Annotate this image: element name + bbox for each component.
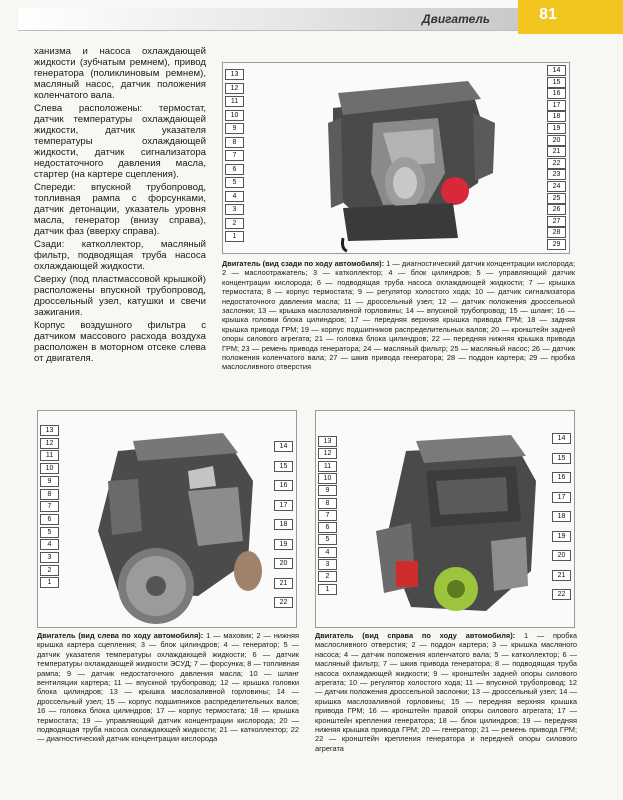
callout-bottom_right-right-21: 21 [552,570,571,581]
callout-top-left-5: 5 [225,177,244,188]
callout-bottom_left-left-8: 8 [40,489,59,500]
body-text [34,46,206,366]
paragraph-1: ханизма и насоса охлаждающей жидкости (зубчатым ремнем), привод генератора (поликлиновым ремнем), масляный насос, датчик положения коленчатого вала. [34,46,206,101]
callout-bottom_right-left-9: 9 [318,485,337,496]
callout-top-right-26: 26 [547,204,566,215]
callout-top-right-28: 28 [547,227,566,238]
callout-top-right-20: 20 [547,135,566,146]
callout-bottom_left-right-18: 18 [274,519,293,530]
callout-bottom_right-left-5: 5 [318,534,337,545]
callout-bottom_left-left-11: 11 [40,450,59,461]
callout-bottom_left-left-10: 10 [40,463,59,474]
callout-bottom_left-right-20: 20 [274,558,293,569]
callout-bottom_left-left-5: 5 [40,527,59,538]
paragraph-3: Спереди: впускной трубопровод, топливная рампа с форсунками, датчик детонации, указатель уровня масла, генератор (внизу справа), датчик фаз (вверху справа). [34,182,206,237]
callout-bottom_left-right-17: 17 [274,500,293,511]
callout-top-right-14: 14 [547,65,566,76]
callout-top-right-23: 23 [547,169,566,180]
callout-top-right-22: 22 [547,158,566,169]
callout-top-right-15: 15 [547,77,566,88]
caption-top-text: 1 — диагностический датчик концентрации кислорода; 2 — маслоотражатель; 3 — катколлектор; 4 — блок цилиндров; 5 — управляющий датчик концентрации кислорода; 6 — подводящая труба насоса охлаждающей жидкости; 7 — крышка термостата; 8 — корпус термостата; 9 — регулятор холостого хода; 10 — датчик сигнализатора недостаточного давления масла; 11 — дроссельный узел; 12 — датчик положения дроссельной заслонки; 13 — крышка маслозаливной горловины; 14 — впускной трубопровод; 15 — шланг; 16 — крышка головки блока цилиндров; 17 — передняя верхняя крышка привода ГРМ; 18 — задняя крышка привода ГРМ; 19 — корпус подшипников распределительных валов; 20 — кронштейн задней опоры силового агрегата; 21 — головка блока цилиндров; 22 — передняя нижняя крышка привода ГРМ; 23 — ремень привода генератора; 24 — масляный фильтр; 25 — масляный насос; 26 — датчик положения коленчатого вала; 27 — шкив привода генератора; 28 — поддон картера; 29 — пробка маслосливного отверстия [222,259,575,372]
section-title: Двигатель [421,12,490,26]
callout-bottom_right-left-11: 11 [318,461,337,472]
callout-bottom_right-left-10: 10 [318,473,337,484]
callout-top-right-25: 25 [547,193,566,204]
callout-bottom_left-left-9: 9 [40,476,59,487]
callout-bottom_left-right-15: 15 [274,461,293,472]
callout-bottom_left-left-7: 7 [40,501,59,512]
callout-bottom_right-left-6: 6 [318,522,337,533]
callout-top-right-29: 29 [547,239,566,250]
callout-top-left-2: 2 [225,218,244,229]
paragraph-4: Сзади: катколлектор, масляный фильтр, подводящая труба насоса охлаждающей жидкости. [34,239,206,272]
callout-bottom_left-left-1: 1 [40,577,59,588]
callout-top-right-18: 18 [547,111,566,122]
paragraph-6: Корпус воздушного фильтра с датчиком массового расхода воздуха расположен в моторном отсеке слева от двигателя. [34,320,206,364]
callout-top-left-8: 8 [225,137,244,148]
callout-bottom_left-right-21: 21 [274,578,293,589]
callout-top-left-6: 6 [225,164,244,175]
paragraph-2: Слева расположены: термостат, датчик температуры охлаждающей жидкости, датчик указателя температуры охлаждающей жидкости, датчик сигнализатора недостаточного давления масла, стартер (на картере сцепления). [34,103,206,180]
callout-bottom_right-right-18: 18 [552,511,571,522]
callout-bottom_right-left-2: 2 [318,571,337,582]
callout-top-right-27: 27 [547,216,566,227]
caption-top [222,259,575,372]
callout-bottom_right-right-17: 17 [552,492,571,503]
callout-top-left-12: 12 [225,83,244,94]
callout-bottom_right-left-1: 1 [318,584,337,595]
callout-bottom_right-right-19: 19 [552,531,571,542]
caption-bl-title: Двигатель (вид слева по ходу автомобиля): [37,631,204,640]
callout-top-left-4: 4 [225,191,244,202]
callout-bottom_left-left-13: 13 [40,425,59,436]
callout-bottom_left-left-3: 3 [40,552,59,563]
caption-bottom-right [315,631,577,753]
callout-top-left-9: 9 [225,123,244,134]
callout-bottom_right-left-12: 12 [318,448,337,459]
engine-rear-view-photo [222,62,570,254]
callout-top-right-24: 24 [547,181,566,192]
caption-top-title: Двигатель (вид сзади по ходу автомобиля): [222,259,385,268]
engine-rear-illustration [223,63,569,253]
page-number: 81 [539,6,557,23]
callout-bottom_left-left-12: 12 [40,438,59,449]
callout-bottom_right-right-15: 15 [552,453,571,464]
callout-bottom_left-right-14: 14 [274,441,293,452]
callout-bottom_left-left-6: 6 [40,514,59,525]
callout-bottom_left-right-22: 22 [274,597,293,608]
callout-top-left-11: 11 [225,96,244,107]
callout-bottom_right-left-7: 7 [318,510,337,521]
callout-bottom_right-left-4: 4 [318,547,337,558]
callout-bottom_right-left-13: 13 [318,436,337,447]
callout-bottom_right-right-22: 22 [552,589,571,600]
callout-bottom_right-left-8: 8 [318,498,337,509]
callout-bottom_left-left-2: 2 [40,565,59,576]
engine-right-view-photo [315,410,575,628]
callout-bottom_left-right-19: 19 [274,539,293,550]
caption-br-text: 1 — пробка маслосливного отверстия; 2 — поддон картера; 3 — крышка масляного насоса; 4 — датчик положения коленчатого вала; 5 — катколлектор; 6 — масляный фильтр; 7 — шкив привода генератора; 8 — подводящая труба насоса охлаждающей жидкости; 9 — кронштейн задней опоры силового агрегата; 10 — регулятор холостого хода; 11 — впускной трубопровод; 12 — датчик положения дроссельной заслонки; 13 — дроссельный узел; 14 — крышка маслозаливной горловины; 15 — передняя верхняя крышка привода ГРМ; 16 — кронштейн правой опоры силового агрегата; 17 — кронштейн крепления генератора; 18 — блок цилиндров; 19 — передняя нижняя крышка привода ГРМ; 20 — генератор; 21 — ремень привода ГРМ; 22 — кронштейн крепления генератора и передней опоры силового агрегата [315,631,578,753]
callout-top-left-3: 3 [225,204,244,215]
caption-bl-text: 1 — маховик; 2 — нижняя крышка картера сцепления; 3 — блок цилиндров; 4 — генератор; 5 — датчик указателя температуры охлаждающей жидкости; 6 — датчик температуры охлаждающей жидкости ЭСУД; 7 — форсунка; 8 — топливная рампа; 9 — датчик недостаточного давления масла; 10 — шланг вентиляции картера; 11 — впускной трубопровод; 12 — крышка головки блока цилиндров; 13 — крышка маслозаливной горловины; 14 — дроссельный узел; 15 — корпус подшипников распределительных валов; 16 — головка блока цилиндров; 17 — корпус термостата; 18 — крышка термостата; 19 — управляющий датчик концентрации кислорода; 20 — подводящая труба насоса охлаждающей жидкости; 21 — катколлектор; 22 — диагностический датчик концентрации кислорода [37,631,299,744]
callout-top-right-17: 17 [547,100,566,111]
callout-bottom_right-right-14: 14 [552,433,571,444]
callout-bottom_right-left-3: 3 [318,559,337,570]
engine-left-illustration [38,411,296,627]
callout-bottom_right-right-20: 20 [552,550,571,561]
callout-top-left-1: 1 [225,231,244,242]
callout-top-right-21: 21 [547,146,566,157]
callout-bottom_right-right-16: 16 [552,472,571,483]
callout-top-right-16: 16 [547,88,566,99]
callout-top-left-7: 7 [225,150,244,161]
caption-br-title: Двигатель (вид справа по ходу автомобиля): [315,631,516,640]
callout-bottom_left-right-16: 16 [274,480,293,491]
engine-right-illustration [316,411,574,627]
paragraph-5: Сверху (под пластмассовой крышкой) расположены впускной трубопровод, дроссельный узел, катушки и свечи зажигания. [34,274,206,318]
callout-bottom_left-left-4: 4 [40,539,59,550]
engine-left-view-photo [37,410,297,628]
caption-bottom-left [37,631,299,744]
callout-top-left-13: 13 [225,69,244,80]
callout-top-left-10: 10 [225,110,244,121]
callout-top-right-19: 19 [547,123,566,134]
